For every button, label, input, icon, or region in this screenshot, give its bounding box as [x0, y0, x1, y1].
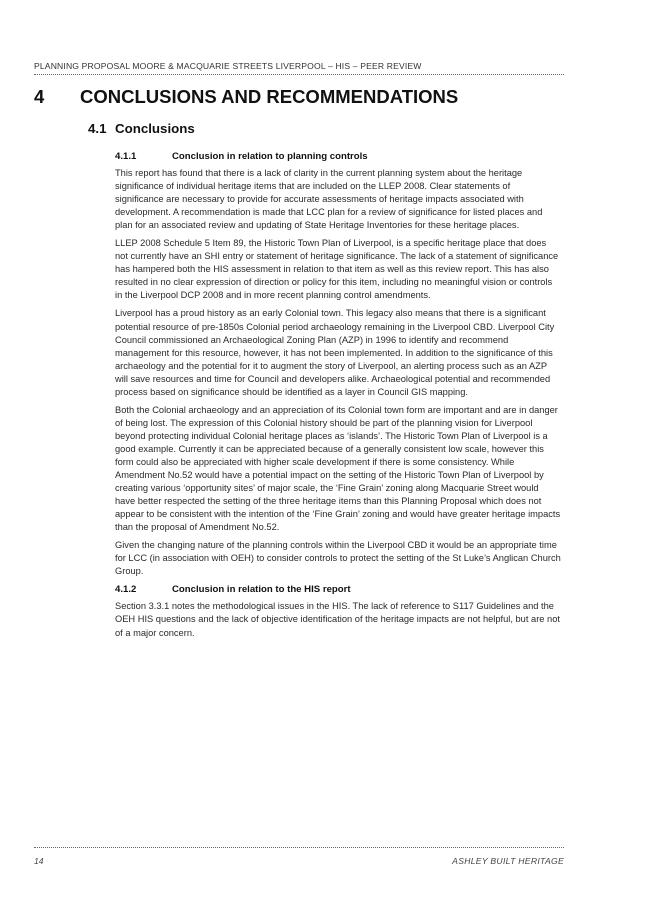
subsection-number: 4.1.1 — [115, 151, 137, 162]
subsection-heading-his-report — [115, 583, 561, 596]
chapter-title: CONCLUSIONS AND RECOMMENDATIONS — [80, 86, 459, 107]
chapter-number: 4 — [34, 86, 45, 107]
subsection-heading-planning-controls — [115, 150, 561, 163]
header-divider — [34, 74, 564, 75]
page-number: 14 — [34, 856, 44, 866]
paragraph: This report has found that there is a lack of clarity in the current planning system about the heritage significance of individual heritage items that are included on the LLEP 2008. Clear statements of significance are necessary to provide for accurate assessments of heritage impacts associated with development. A recommendation is made that LCC plan for a review of significance for listed places and plan for an associated review and updating of State Heritage Inventories for these heritage places. — [115, 168, 543, 231]
footer-brand: ASHLEY BUILT HERITAGE — [452, 856, 564, 866]
section-number: 4.1 — [88, 121, 107, 136]
body-content — [115, 150, 561, 645]
chapter-heading — [34, 86, 594, 108]
subsection-title: Conclusion in relation to planning controls — [172, 151, 368, 162]
footer-divider — [34, 847, 564, 848]
running-header: PLANNING PROPOSAL MOORE & MACQUARIE STREETS LIVERPOOL – HIS – PEER REVIEW — [34, 61, 422, 71]
paragraph: Liverpool has a proud history as an early Colonial town. This legacy also means that there is a significant potential resource of pre-1850s Colonial period archaeology remaining in the Liverpool CBD. Liverpool City Council commissioned an Archaeological Zoning Plan (AZP) in 1996 to identify and recommend management for this resource, however, it has not been implemented. In addition to the significance of this archaeology and the potential for it to augment the story of Liverpool, an alerting process such as an AZP will save resources and time for Council and developers alike. Archaeological potential and recommended process based on significance should be identified as a layer in Council GIS mapping. — [115, 308, 555, 397]
paragraph: LLEP 2008 Schedule 5 Item 89, the Historic Town Plan of Liverpool, is a specific heritage place that does not currently have an SHI entry or statement of heritage significance. The lack of a statement of significance has hampered both the HIS assessment in relation to that item as well as this review report. This has also resulted in no clear expression of direction or policy for this item, including no meaningful vision or controls in the Liverpool DCP 2008 and in more recent planning control amendments. — [115, 238, 559, 301]
paragraph: Section 3.3.1 notes the methodological issues in the HIS. The lack of reference to S117 Guidelines and the OEH HIS questions and the lack of objective identification of the heritage impacts are not helpful, but are not of a major concern. — [115, 601, 560, 638]
section-title: Conclusions — [115, 121, 195, 136]
section-heading — [88, 121, 195, 136]
subsection-number: 4.1.2 — [115, 584, 137, 596]
paragraph: Both the Colonial archaeology and an appreciation of its Colonial town form are important and are in danger of being lost. The expression of this Colonial history should be part of the planning vision for Liverpool beyond protecting individual Colonial heritage places as ‘islands’. The Historic Town Plan of Liverpool is a good example. Currently it can be appreciated because of a generally consistent low scale, however this form could also be appreciated with higher scale development if there is some consistency. While Amendment No.52 would have a potential impact on the setting of the Historic Town Plan of Liverpool by creating various ‘opportunity sites’ of major scale, the ‘Fine Grain’ zoning along Macquarie Street would have better respected the setting of the three heritage items than this Planning Proposal which does not appear to be consistent with the intention of the ‘Fine Grain’ zoning and would have greater heritage impacts than the proposal of Amendment No.52. — [115, 404, 561, 533]
paragraph: Given the changing nature of the planning controls within the Liverpool CBD it would be an appropriate time for LCC (in association with OEH) to consider controls to protect the setting of the St Luke’s Anglican Church Group. — [115, 540, 561, 577]
subsection-title: Conclusion in relation to the HIS report — [172, 584, 351, 596]
